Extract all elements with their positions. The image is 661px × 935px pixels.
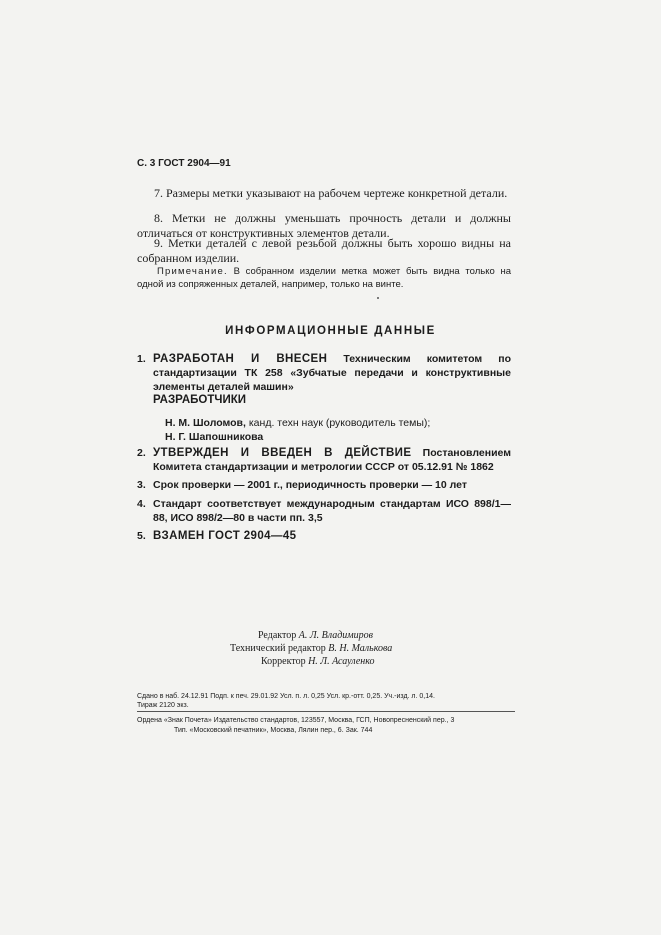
developer-line-2 [165, 430, 511, 444]
item-text: Постановлением Комитета стандартизации и метрологии СССР от 05.12.91 № 1862 [153, 447, 512, 473]
developer-line-1 [165, 416, 511, 430]
imprint-line-3: Ордена «Знак Почета» Издательство стандартов, 123557, Москва, ГСП, Новопресненский пер., 3 [137, 717, 455, 724]
item-lead: УТВЕРЖДЕН И ВВЕДЕН В ДЕЙСТВИЕ [153, 447, 412, 459]
tech-editor-label: Технический редактор [230, 643, 326, 654]
editor-label: Редактор [258, 630, 297, 641]
item-number: 2. [137, 447, 146, 459]
developers-title: РАЗРАБОТЧИКИ [153, 394, 246, 406]
info-item-4 [137, 497, 511, 525]
corrector-name: Н. Л. Асауленко [308, 656, 375, 667]
info-item-5 [137, 529, 511, 543]
info-title: ИНФОРМАЦИОННЫЕ ДАННЫЕ [225, 325, 436, 337]
imprint-line-4: Тип. «Московский печатник», Москва, Лялин пер., 6. Зак. 744 [174, 727, 373, 734]
editor-name: А. Л. Владимиров [298, 630, 373, 641]
developer-name: Н. Г. Шапошникова [165, 431, 264, 443]
speck [377, 297, 379, 299]
item-number: 5. [137, 530, 146, 542]
item-number: 3. [137, 479, 146, 491]
paragraph-9: 9. Метки деталей с левой резьбой должны быть хорошо видны на собранном изделии. [137, 236, 511, 265]
tech-editor-name: В. Н. Малькова [328, 643, 393, 654]
credits [230, 629, 392, 668]
item-number: 1. [137, 353, 146, 365]
imprint-line-2: Тираж 2120 экз. [137, 702, 189, 709]
item-text: Срок проверки — 2001 г., периодичность проверки — 10 лет [153, 479, 467, 491]
item-lead: ВЗАМЕН ГОСТ 2904—45 [153, 530, 297, 542]
item-text: Техническим комитетом по стандартизации ТК 258 «Зубчатые передачи и конструктивные элементы деталей машин» [153, 353, 511, 393]
note-text: В собранном изделии метка может быть видна только на одной из сопряженных деталей, например, только на винте. [137, 266, 512, 290]
info-item-3 [137, 478, 511, 492]
developer-name: Н. М. Шоломов, [165, 417, 246, 429]
item-lead: РАЗРАБОТАН И ВНЕСЕН [153, 353, 328, 365]
item-number: 4. [137, 498, 146, 510]
note-label: Примечание. [157, 266, 228, 277]
corrector-label: Корректор [261, 656, 306, 667]
page-header: С. 3 ГОСТ 2904—91 [137, 158, 231, 169]
developer-role: канд. техн наук (руководитель темы); [248, 417, 431, 429]
info-item-1 [137, 352, 511, 394]
paragraph-7: 7. Размеры метки указывают на рабочем чертеже конкретной детали. [154, 186, 508, 200]
note [137, 265, 511, 291]
item-text: Стандарт соответствует международным стандартам ИСО 898/1—88, ИСО 898/2—80 в части пп. 3,5 [153, 498, 511, 524]
imprint-rule [137, 711, 515, 712]
paragraph-8: 8. Метки не должны уменьшать прочность детали и должны отличаться от конструктивных элементов детали. [137, 211, 511, 240]
imprint-line-1: Сдано в наб. 24.12.91 Подп. к печ. 29.01.92 Усл. п. л. 0,25 Усл. кр.-отт. 0,25. Уч.-изд. л. 0,14. [137, 693, 435, 700]
info-item-2 [137, 446, 511, 474]
